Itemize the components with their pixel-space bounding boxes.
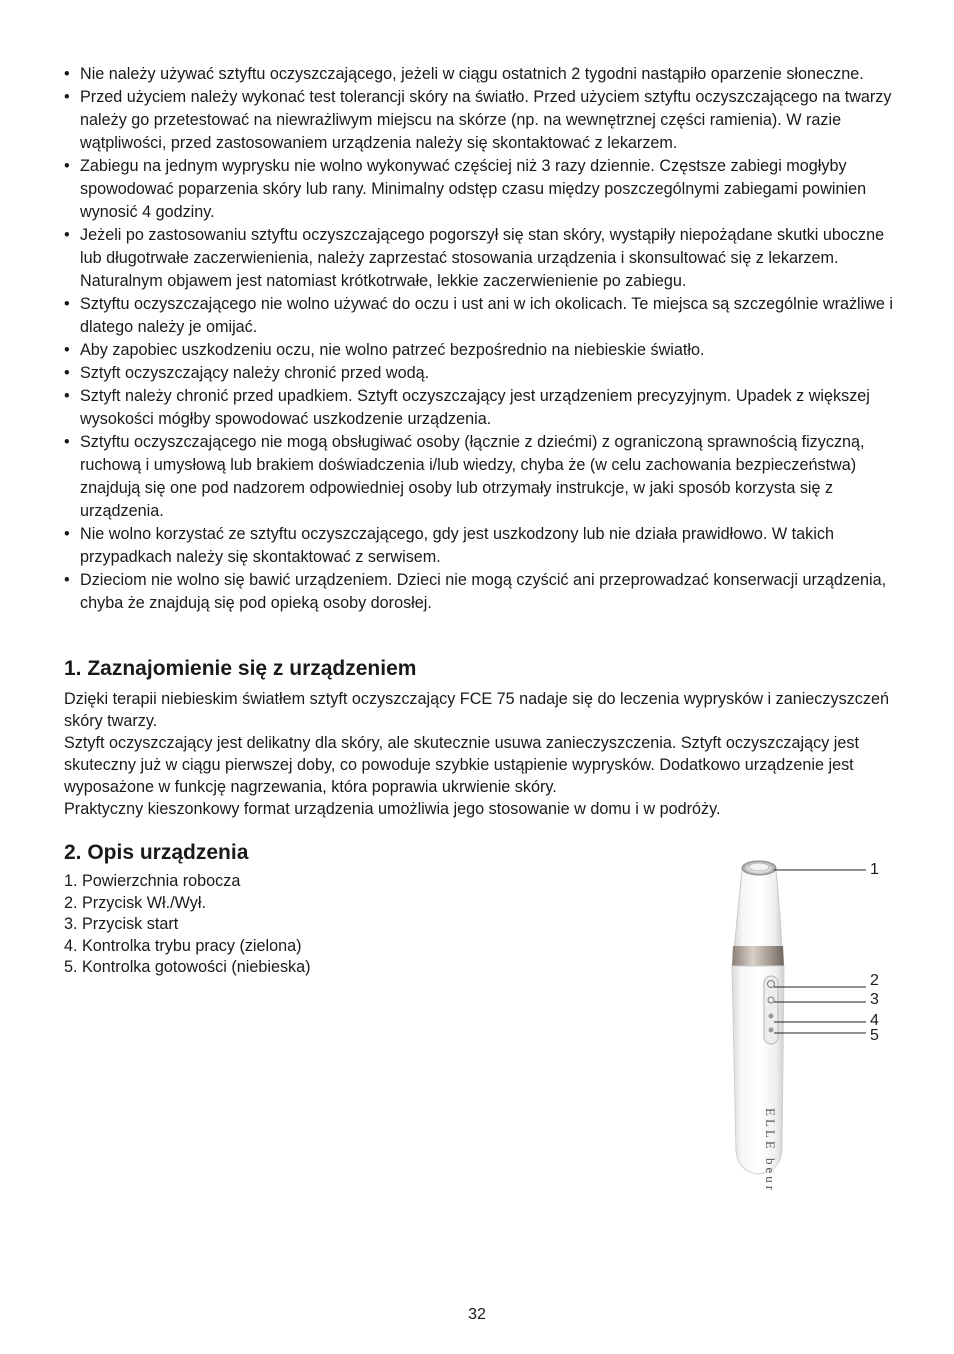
intro-paragraph: Praktyczny kieszonkowy format urządzenia umożliwia jego stosowanie w domu i w podróży. <box>64 800 721 818</box>
list-item: • Aby zapobiec uszkodzeniu oczu, nie wolno patrzeć bezpośrednio na niebieskie światło. <box>64 339 894 362</box>
safety-bullet-list <box>64 63 894 615</box>
device-illustration <box>700 850 900 1190</box>
list-item: • Sztyftu oczyszczającego nie wolno używać do oczu i ust ani w ich okolicach. Te miejsca są szczególnie wrażliwe i dlatego należy je omijać. <box>64 293 894 339</box>
intro-text <box>64 688 904 820</box>
list-item: 4. Kontrolka trybu pracy (zielona) <box>64 936 302 955</box>
page-number: 32 <box>468 1306 486 1323</box>
section-heading-description: 2. Opis urządzenia <box>64 841 249 864</box>
callout-label: 2 <box>870 972 879 989</box>
list-item: 1. Powierzchnia robocza <box>64 872 241 890</box>
intro-paragraph: Dzięki terapii niebieskim światłem sztyft oczyszczający FCE 75 nadaje się do leczenia wyprysków i zanieczyszczeń skóry twarzy. <box>64 690 889 730</box>
list-item: 2. Przycisk Wł./Wył. <box>64 893 206 912</box>
device-brand-text: ELLE beurer <box>763 1108 778 1190</box>
parts-list <box>64 871 311 979</box>
list-item: • Przed użyciem należy wykonać test tolerancji skóry na światło. Przed użyciem sztyftu oczyszczającego na twarzy należy go przetestować na niewrażliwym miejscu na skórze (np. na wewnętrznej części ramienia). W razie wątpliwości, przed zastosowaniem urządzenia należy się skontaktować z lekarzem. <box>64 86 894 155</box>
section-heading-intro: 1. Zaznajomienie się z urządzeniem <box>64 657 417 680</box>
list-item: 5. Kontrolka gotowości (niebieska) <box>64 958 311 976</box>
list-item: 3. Przycisk start <box>64 915 179 933</box>
list-item: • Zabiegu na jednym wyprysku nie wolno wykonywać częściej niż 3 razy dziennie. Częstsze zabiegi mogłyby spowodować poparzenia skóry lub rany. Minimalny odstęp czasu między poszczególnymi zabiegami powinien wynosić 4 godziny. <box>64 155 894 224</box>
list-item: • Sztyft oczyszczający należy chronić przed wodą. <box>64 362 894 385</box>
list-item: • Sztyft należy chronić przed upadkiem. Sztyft oczyszczający jest urządzeniem precyzyjnym. Upadek z większej wysokości mógłby spowodować uszkodzenie urządzenia. <box>64 385 894 431</box>
intro-paragraph: Sztyft oczyszczający jest delikatny dla skóry, ale skutecznie usuwa zanieczyszczenia. Sztyft oczyszczający jest skuteczny już w ciągu pierwszej doby, co powoduje szybkie ustąpienie wyprysków. Dodatkowo urządzenie jest wyposażone w funkcję nagrzewania, która poprawia ukrwienie skóry. <box>64 734 859 796</box>
list-item: • Jeżeli po zastosowaniu sztyftu oczyszczającego pogorszył się stan skóry, wystąpiły niepożądane skutki uboczne lub długotrwałe zaczerwienienia, należy zaprzestać stosowania urządzenia i skonsultować się z lekarzem. Naturalnym objawem jest natomiast krótkotrwałe, lekkie zaczerwienienie po zabiegu. <box>64 224 894 293</box>
list-item: • Dzieciom nie wolno się bawić urządzeniem. Dzieci nie mogą czyścić ani przeprowadzać konserwacji urządzenia, chyba że znajdują się pod opieką osoby dorosłej. <box>64 569 894 615</box>
callout-label: 1 <box>870 861 879 878</box>
callout-label: 4 <box>870 1012 879 1029</box>
list-item: • Sztyftu oczyszczającego nie mogą obsługiwać osoby (łącznie z dziećmi) z ograniczoną sprawnością fizyczną, ruchową i umysłową lub brakiem doświadczenia i/lub wiedzy, chyba że (w celu zachowania bezpieczeństwa) znajdują się one pod nadzorem odpowiedniej osoby lub otrzymały instrukcje, w jaki sposób korzysta się z urządzenia. <box>64 431 894 523</box>
callout-label: 5 <box>870 1027 879 1044</box>
list-item: • Nie należy używać sztyftu oczyszczającego, jeżeli w ciągu ostatnich 2 tygodni nastąpiło oparzenie słoneczne. <box>64 63 894 86</box>
callout-label: 3 <box>870 991 879 1008</box>
list-item: • Nie wolno korzystać ze sztyftu oczyszczającego, gdy jest uszkodzony lub nie działa prawidłowo. W takich przypadkach należy się skontaktować z serwisem. <box>64 523 894 569</box>
